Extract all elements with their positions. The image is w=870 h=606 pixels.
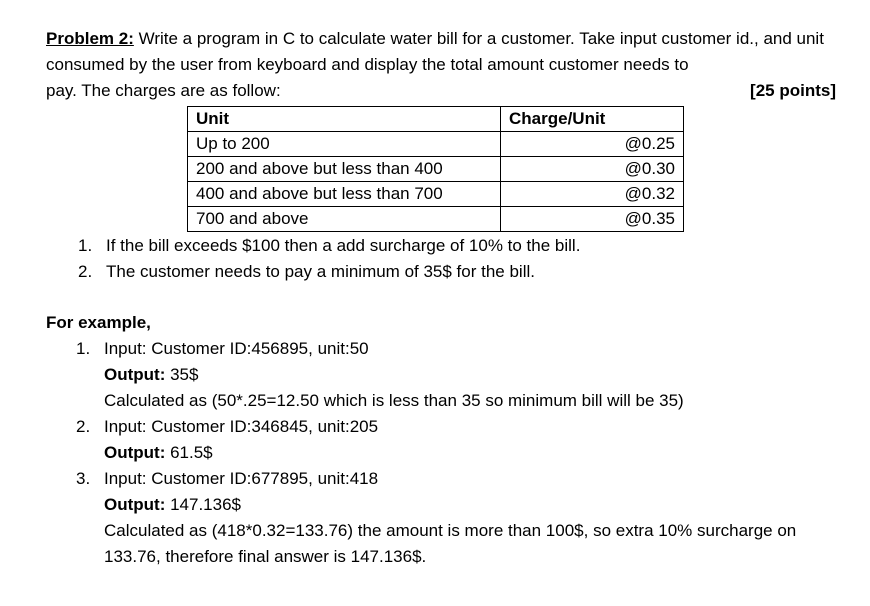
problem-line-3 <box>46 78 836 104</box>
charge-cell: @0.30 <box>501 157 684 182</box>
examples-list <box>76 336 836 570</box>
output-value: 147.136$ <box>165 495 241 514</box>
problem-label: Problem 2: <box>46 29 134 48</box>
table-row <box>188 132 684 157</box>
document <box>46 26 836 570</box>
list-number: 2. <box>78 262 93 281</box>
list-number: 2. <box>76 417 91 436</box>
output-label: Output: <box>104 495 166 514</box>
example-calc: Calculated as (418*0.32=133.76) the amount is more than 100$, so extra 10% surcharge on 133.76, therefore final answer is 147.136$. <box>104 521 797 566</box>
unit-cell: Up to 200 <box>188 132 501 157</box>
example-output <box>104 362 836 388</box>
output-label: Output: <box>104 443 166 462</box>
example-input: Input: Customer ID:346845, unit:205 <box>104 417 379 436</box>
output-value: 61.5$ <box>165 443 213 462</box>
points-badge: [25 points] <box>750 81 836 100</box>
list-number: 1. <box>78 236 93 255</box>
list-item <box>78 259 836 285</box>
example-input: Input: Customer ID:456895, unit:50 <box>104 339 369 358</box>
list-item <box>78 233 836 259</box>
example-calc: Calculated as (50*.25=12.50 which is less than 35 so minimum bill will be 35) <box>104 391 684 410</box>
header-unit: Unit <box>188 107 501 132</box>
list-number: 1. <box>76 339 91 358</box>
charges-table <box>187 106 684 232</box>
problem-line-3-text: pay. The charges are as follow: <box>46 81 281 100</box>
table-row <box>188 182 684 207</box>
problem-intro: Write a program in C to calculate water bill for a customer. Take input customer id., and unit consumed by the user from keyboard and display the total amount customer needs to <box>46 29 824 74</box>
output-label: Output: <box>104 365 166 384</box>
example-output <box>104 440 836 466</box>
list-item <box>76 414 836 440</box>
unit-cell: 400 and above but less than 700 <box>188 182 501 207</box>
list-item <box>76 336 836 362</box>
table-header-row <box>188 107 684 132</box>
charge-cell: @0.35 <box>501 207 684 232</box>
rules-list <box>78 233 836 285</box>
example-input: Input: Customer ID:677895, unit:418 <box>104 469 379 488</box>
header-charge: Charge/Unit <box>501 107 684 132</box>
unit-cell: 200 and above but less than 400 <box>188 157 501 182</box>
table-row <box>188 157 684 182</box>
charge-cell: @0.32 <box>501 182 684 207</box>
list-item <box>76 466 836 492</box>
examples-heading: For example, <box>46 313 151 332</box>
charge-cell: @0.25 <box>501 132 684 157</box>
list-number: 3. <box>76 469 91 488</box>
rule-text: If the bill exceeds $100 then a add surcharge of 10% to the bill. <box>106 236 581 255</box>
output-value: 35$ <box>165 365 199 384</box>
problem-statement <box>46 26 836 78</box>
table-row <box>188 207 684 232</box>
unit-cell: 700 and above <box>188 207 501 232</box>
example-output <box>104 492 836 518</box>
rule-text: The customer needs to pay a minimum of 35$ for the bill. <box>106 262 535 281</box>
